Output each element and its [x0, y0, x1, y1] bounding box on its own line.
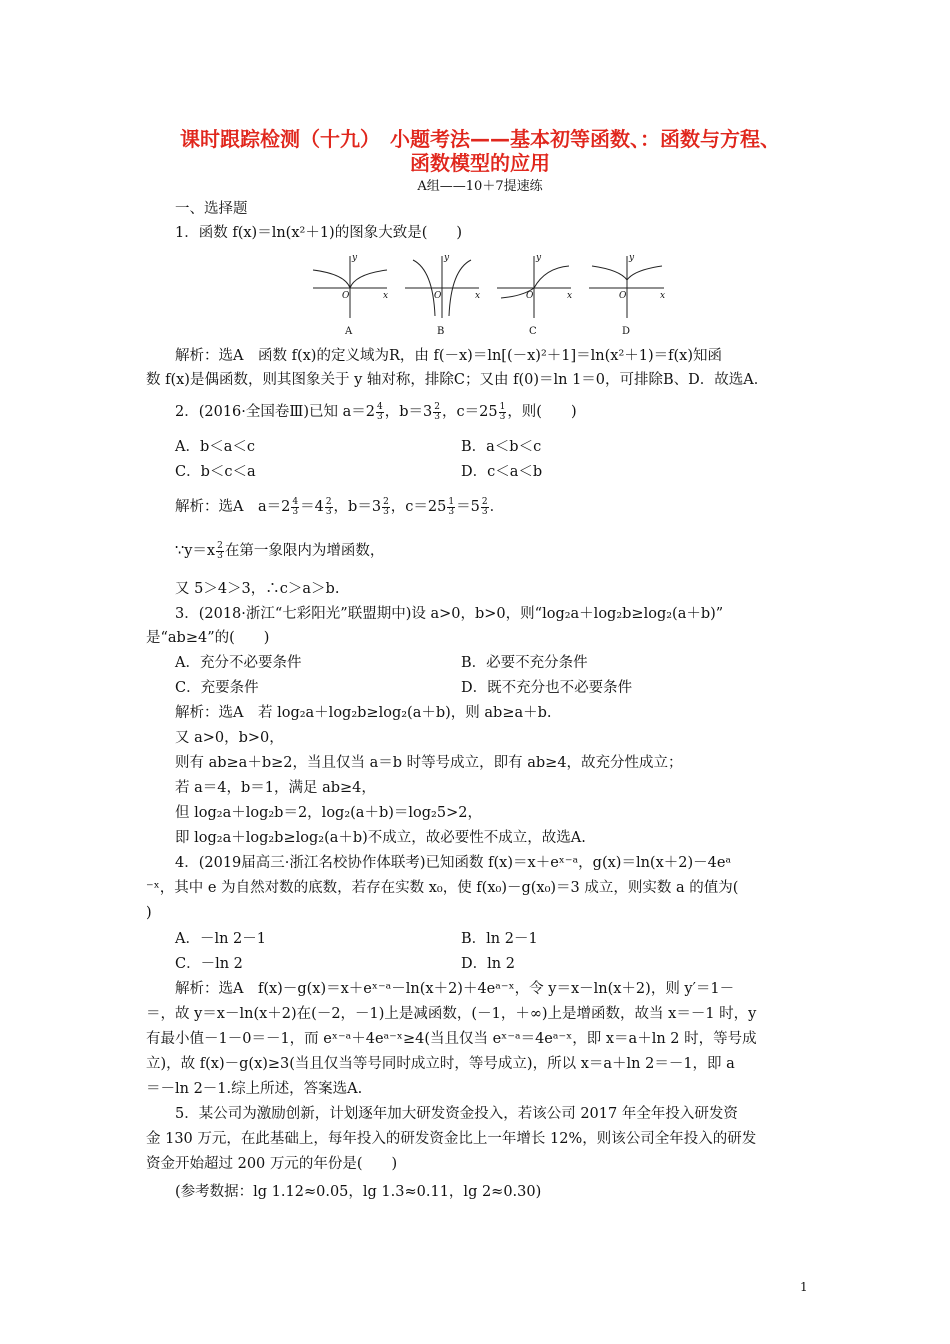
graph-b-y-label: y — [444, 253, 450, 263]
question-2-option-c: C．b＜c＜a — [175, 464, 256, 480]
question-4-option-b: B．ln 2－1 — [461, 931, 538, 947]
section-heading: 一、选择题 — [175, 201, 248, 217]
question-5-stem-line-2: 金 130 万元，在此基础上，每年投入的研发资金比上一年增长 12%，则该公司全年投入的研发 — [146, 1131, 757, 1147]
question-4-solution-line-3: 有最小值－1－0＝－1，而 eˣ⁻ᵃ＋4eᵃ⁻ˣ≥4(当且仅当 eˣ⁻ᵃ＝4eᵃ⁻ˣ，即 x＝a＋ln 2 时，等号成 — [146, 1031, 757, 1047]
graph-label-c: C — [529, 326, 537, 337]
question-3-option-a: A．充分不必要条件 — [175, 655, 302, 671]
graph-b-origin: O — [434, 291, 442, 301]
question-3-solution-line-2: 又 a>0，b>0， — [175, 730, 284, 746]
graph-c-y-label: y — [536, 253, 542, 263]
graph-label-a: A — [345, 326, 353, 337]
question-2-option-a: A．b＜a＜c — [175, 439, 256, 455]
question-2-solution-line-2: ∵y＝x $\frac{2}{3}$ 在第一象限内为增函数， — [175, 540, 385, 561]
graph-label-b: B — [437, 326, 445, 337]
question-2-stem: 2．(2016·全国卷Ⅲ)已知 a＝2 $\frac{4}{3}$ ，b＝3 $\frac{2}{3}$ ，c＝25 $\frac{1}{3}$ ，则( ) — [175, 401, 577, 422]
graph-a-x-label: x — [383, 291, 389, 301]
question-3-solution-line-3: 则有 ab≥a＋b≥2，当且仅当 a＝b 时等号成立，即有 ab≥4，故充分性成立； — [175, 755, 683, 771]
question-5-reference-data: (参考数据：lg 1.12≈0.05，lg 1.3≈0.11，lg 2≈0.30) — [175, 1184, 542, 1200]
question-1-graph-options — [305, 248, 595, 343]
question-4-option-d: D．ln 2 — [461, 956, 515, 972]
question-4-solution-line-5: ＝－ln 2－1.综上所述，答案选A. — [146, 1081, 363, 1097]
question-1-solution-line-2: 数 f(x)是偶函数，则其图象关于 y 轴对称，排除C；又由 f(0)＝ln 1＝0，可排除B、D．故选A． — [146, 372, 769, 388]
question-1-solution-line-1: 解析：选A 函数 f(x)的定义域为R，由 f(－x)＝ln[(－x)²＋1]＝ln(x²＋1)＝f(x)知函 — [175, 348, 723, 364]
question-2-solution-line-1: 解析：选A a＝2 $\frac{4}{3}$ ＝4 $\frac{2}{3}$ ，b＝3 $\frac{2}{3}$ ，c＝25 $\frac{1}{3}$ ＝5 $\frac{2}{3}$ ． — [175, 496, 505, 517]
page-number: 1 — [800, 1280, 808, 1294]
subtitle: A组——10＋7提速练 — [417, 179, 543, 194]
question-4-solution-line-1: 解析：选A f(x)－g(x)＝x＋eˣ⁻ᵃ－ln(x＋2)＋4eᵃ⁻ˣ，令 y＝x－ln(x＋2)，则 y′＝1－ — [175, 981, 735, 997]
graph-d-origin: O — [619, 291, 627, 301]
question-5-stem-line-3: 资金开始超过 200 万元的年份是( ) — [146, 1156, 398, 1172]
question-4-option-a: A．－ln 2－1 — [175, 931, 267, 947]
question-1-stem: 1．函数 f(x)＝ln(x²＋1)的图象大致是( ) — [175, 225, 463, 241]
question-4-solution-line-4: 立)，故 f(x)－g(x)≥3(当且仅当等号同时成立时，等号成立)，所以 x＝a＋ln 2＝－1，即 a — [146, 1056, 735, 1072]
question-3-solution-line-5: 但 log₂a＋log₂b＝2，log₂(a＋b)＝log₂5>2， — [175, 805, 482, 821]
graph-c-origin: O — [526, 291, 534, 301]
graph-c-x-label: x — [567, 291, 573, 301]
question-4-stem-line-2: ⁻ˣ，其中 e 为自然对数的底数，若存在实数 x₀，使 f(x₀)－g(x₀)＝3 成立，则实数 a 的值为( — [146, 880, 739, 896]
question-5-stem-line-1: 5．某公司为激励创新，计划逐年加大研发资金投入，若该公司 2017 年全年投入研发资 — [175, 1106, 738, 1122]
graph-d-y-label: y — [629, 253, 635, 263]
question-1-graph-d — [590, 248, 680, 343]
question-2-solution-line-3: 又 5＞4＞3，∴c＞a＞b. — [175, 581, 340, 597]
question-3-option-c: C．充要条件 — [175, 680, 259, 696]
graph-d-x-label: x — [660, 291, 666, 301]
question-4-option-c: C．－ln 2 — [175, 956, 243, 972]
question-3-stem-line-1: 3．(2018·浙江“七彩阳光”联盟期中)设 a>0，b>0，则“log₂a＋log₂b≥log₂(a＋b)” — [175, 606, 724, 622]
graph-b-x-label: x — [475, 291, 481, 301]
question-3-option-d: D．既不充分也不必要条件 — [461, 680, 633, 696]
question-3-solution-line-1: 解析：选A 若 log₂a＋log₂b≥log₂(a＋b)，则 ab≥a＋b. — [175, 705, 552, 721]
graph-a-y-label: y — [352, 253, 358, 263]
question-2-option-b: B．a＜b＜c — [461, 439, 542, 455]
question-3-solution-line-4: 若 a＝4，b＝1，满足 ab≥4， — [175, 780, 376, 796]
question-3-option-b: B．必要不充分条件 — [461, 655, 588, 671]
question-4-stem-line-3: ) — [146, 905, 152, 921]
title-line-1: 课时跟踪检测（十九） 小题考法——基本初等函数、：函数与方程、 — [180, 127, 780, 151]
graph-a-origin: O — [342, 291, 350, 301]
title-line-2: 函数模型的应用 — [410, 151, 550, 175]
question-3-stem-line-2: 是“ab≥4”的( ) — [146, 630, 270, 646]
graph-label-d: D — [622, 326, 631, 337]
question-2-option-d: D．c＜a＜b — [461, 464, 543, 480]
question-4-solution-line-2: ＝，故 y＝x－ln(x＋2)在(－2，－1)上是减函数，(－1，＋∞)上是增函数，故当 x＝－1 时，y — [146, 1006, 757, 1022]
question-4-stem-line-1: 4．(2019届高三·浙江名校协作体联考)已知函数 f(x)＝x＋eˣ⁻ᵃ，g(x)＝ln(x＋2)－4eᵃ — [175, 855, 732, 871]
question-3-solution-line-6: 即 log₂a＋log₂b≥log₂(a＋b)不成立，故必要性不成立，故选A. — [175, 830, 586, 846]
